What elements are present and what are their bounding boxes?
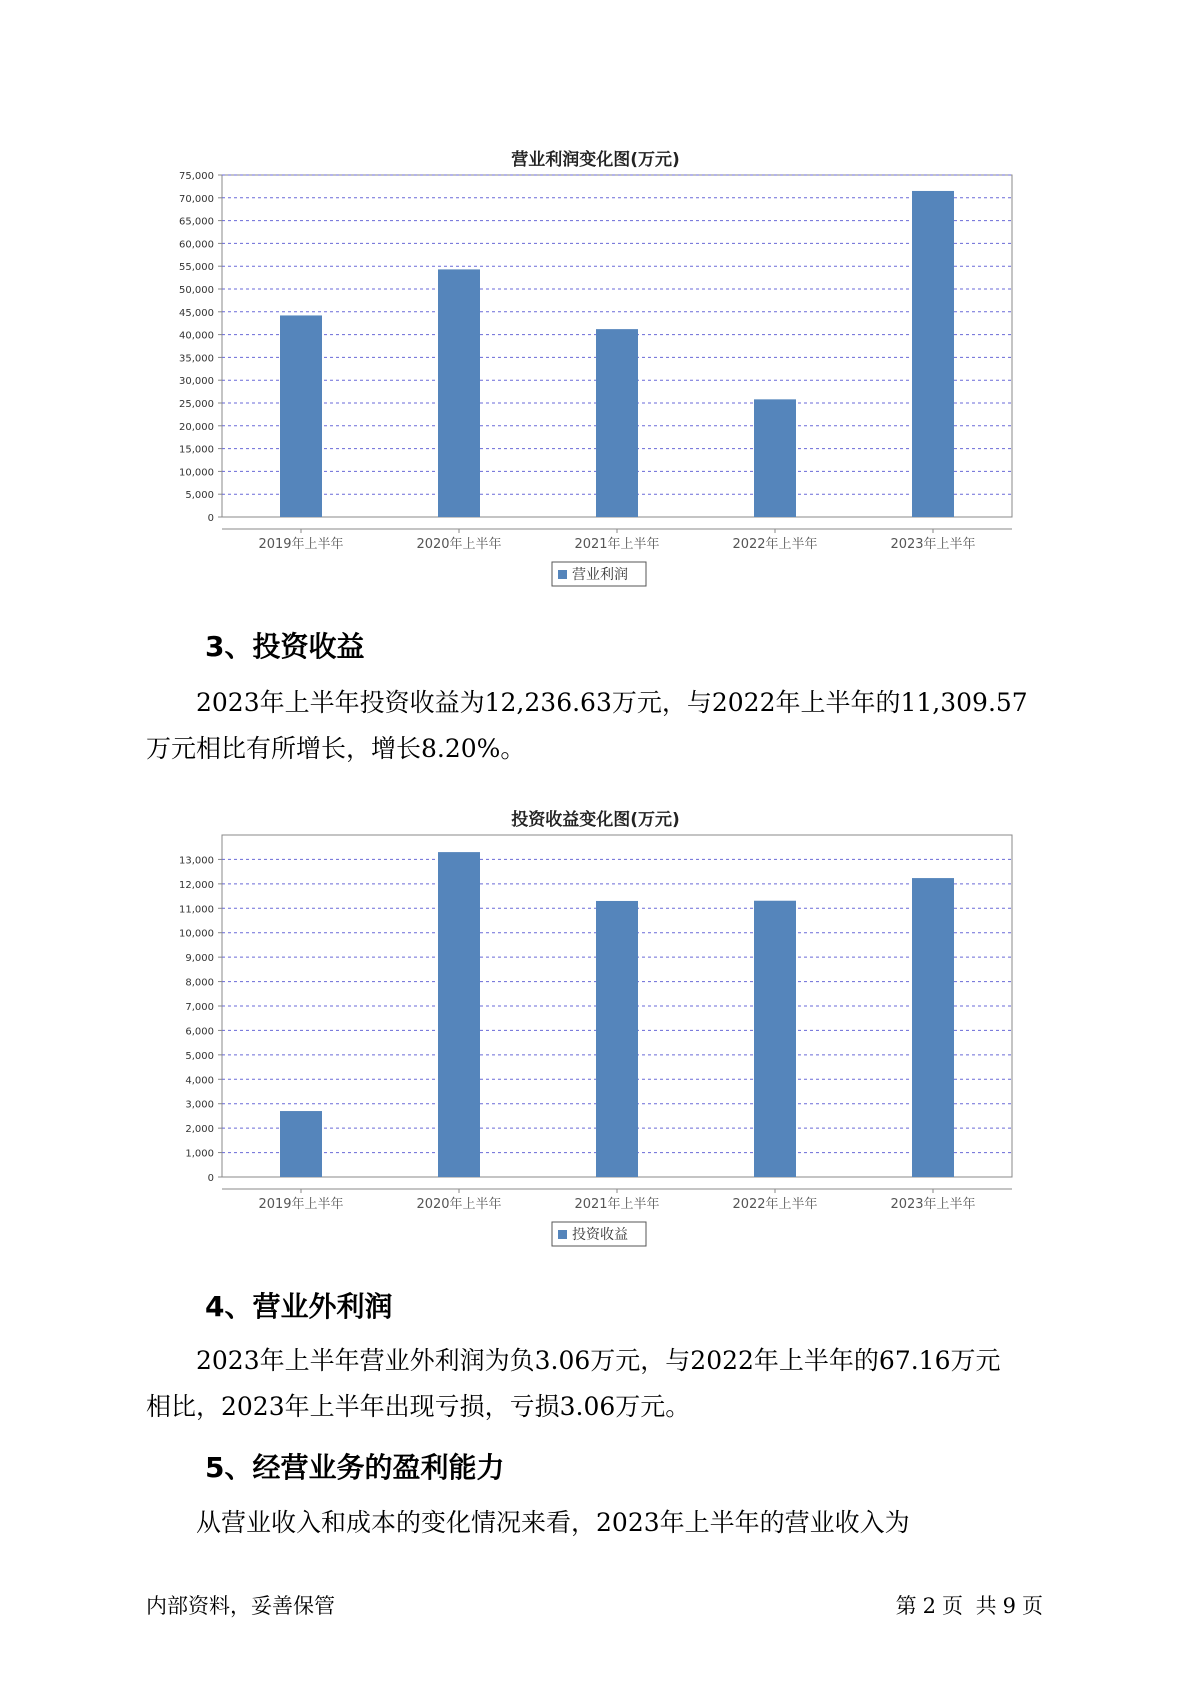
profit-chart-title: 营业利润变化图(万元) [511,150,680,170]
profit-bar-chart [0,165,1191,595]
y-tick-label: 65,000 [179,216,214,228]
bar [280,315,322,517]
y-tick-label: 13,000 [179,855,214,867]
section-3-heading: 3、投资收益 [205,630,365,663]
bar [754,399,796,517]
y-tick-label: 50,000 [179,285,214,296]
section-5-heading: 5、经营业务的盈利能力 [205,1451,505,1484]
x-tick-label: 2020年上半年 [416,1197,502,1212]
section-3-line-2: 万元相比有所增长，增长8.20%。 [146,734,526,763]
section-3-paragraph [146,680,1076,772]
legend-label: 投资收益 [572,1227,628,1243]
page-prefix: 第 [895,1594,917,1618]
section-4-paragraph [146,1338,1076,1430]
y-tick-label: 5,000 [185,490,214,502]
y-tick-label: 15,000 [179,444,214,456]
x-tick-label: 2021年上半年 [574,1197,660,1212]
bar [754,901,796,1177]
x-tick-label: 2022年上半年 [732,1197,818,1212]
y-tick-label: 25,000 [179,399,214,410]
x-tick-label: 2023年上半年 [890,537,976,552]
y-tick-label: 9,000 [185,953,214,965]
bar [912,878,954,1177]
x-tick-label: 2021年上半年 [574,537,660,552]
x-tick-label: 2020年上半年 [416,537,502,552]
y-tick-label: 3,000 [185,1099,214,1111]
y-tick-label: 10,000 [179,467,214,479]
footer-page-number [893,1590,1046,1620]
footer-confidential-note: 内部资料，妥善保管 [146,1594,335,1618]
section-4-heading: 4、营业外利润 [205,1290,393,1323]
bar [912,191,954,517]
y-tick-label: 55,000 [179,262,214,274]
legend-swatch [558,570,567,579]
x-tick-label: 2019年上半年 [258,1197,344,1212]
y-tick-label: 10,000 [179,928,214,940]
y-tick-label: 35,000 [179,353,214,365]
y-tick-label: 8,000 [185,977,214,989]
y-tick-label: 0 [207,513,214,524]
x-tick-label: 2022年上半年 [732,537,818,552]
page-num: 2 [922,1594,936,1618]
bar [438,852,480,1177]
y-tick-label: 75,000 [179,171,214,182]
y-tick-label: 45,000 [179,307,214,319]
y-tick-label: 6,000 [185,1026,214,1038]
y-tick-label: 2,000 [185,1124,214,1136]
y-tick-label: 70,000 [179,193,214,205]
y-tick-label: 1,000 [185,1148,214,1160]
invest-bar-chart [0,825,1191,1255]
y-tick-label: 20,000 [179,421,214,433]
bar [280,1111,322,1177]
y-tick-label: 11,000 [179,904,214,916]
y-tick-label: 7,000 [185,1002,214,1013]
bar [596,901,638,1177]
y-tick-label: 40,000 [179,330,214,342]
y-tick-label: 60,000 [179,239,214,251]
section-4-line-2: 相比，2023年上半年出现亏损，亏损3.06万元。 [146,1392,691,1421]
bar [596,329,638,517]
section-5-line-1: 从营业收入和成本的变化情况来看，2023年上半年的营业收入为 [196,1508,910,1537]
legend-label: 营业利润 [572,567,628,583]
legend-swatch [558,1230,567,1239]
x-tick-label: 2023年上半年 [890,1197,976,1212]
section-4-line-1: 2023年上半年营业外利润为负3.06万元，与2022年上半年的67.16万元 [196,1346,1001,1375]
y-tick-label: 12,000 [179,879,214,891]
y-tick-label: 5,000 [185,1050,214,1062]
total-prefix: 共 [975,1594,997,1618]
y-tick-label: 0 [207,1173,214,1184]
y-tick-label: 4,000 [185,1075,214,1087]
y-tick-label: 30,000 [179,376,214,388]
x-tick-label: 2019年上半年 [258,537,344,552]
total-num: 9 [1002,1594,1016,1618]
invest-chart-title: 投资收益变化图(万元) [511,810,680,830]
total-suffix: 页 [1022,1594,1043,1618]
bar [438,269,480,517]
section-3-line-1: 2023年上半年投资收益为12,236.63万元，与2022年上半年的11,309.57 [196,688,1028,717]
section-5-paragraph [146,1500,1076,1546]
page-mid: 页 [941,1594,963,1618]
